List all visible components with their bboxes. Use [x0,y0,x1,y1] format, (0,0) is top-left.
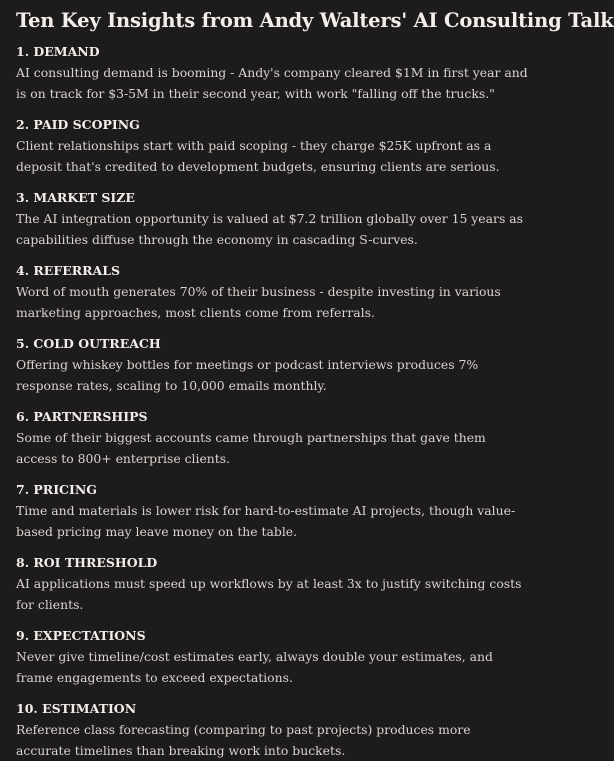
insight-heading: 2. PAID SCOPING [16,117,140,132]
insight-heading: 7. PRICING [16,482,97,497]
insight-item-referrals [16,262,529,323]
insight-heading: 4. REFERRALS [16,263,121,278]
insight-item-pricing [16,481,529,542]
insight-item-cold-outreach [16,335,529,396]
insight-text: The AI integration opportunity is valued at $7.2 trillion globally over 15 years as capabilities diffuse through the economy in cascading S-curves. [16,211,523,247]
insight-text: Reference class forecasting (comparing to past projects) produces more accurate timelines than breaking work into buckets. [16,722,471,758]
insight-item-expectations [16,627,529,688]
insight-text: Never give timeline/cost estimates early, always double your estimates, and frame engagements to exceed expectations. [16,649,493,685]
insight-item-partnerships [16,408,529,469]
insight-heading: 9. EXPECTATIONS [16,628,146,643]
insight-item-market-size [16,189,529,250]
insight-heading: 10. ESTIMATION [16,701,137,716]
insight-heading: 3. MARKET SIZE [16,190,135,205]
insight-text: Client relationships start with paid scoping - they charge $25K upfront as a deposit that's credited to development budgets, ensuring clients are serious. [16,138,500,174]
insight-item-demand [16,43,529,104]
insight-heading: 6. PARTNERSHIPS [16,409,148,424]
insight-heading: 5. COLD OUTREACH [16,336,161,351]
insight-item-estimation [16,700,529,761]
insight-text: Word of mouth generates 70% of their business - despite investing in various marketing approaches, most clients come from referrals. [16,284,501,320]
insight-text: Some of their biggest accounts came through partnerships that gave them access to 800+ enterprise clients. [16,430,486,466]
insight-text: Offering whiskey bottles for meetings or podcast interviews produces 7% response rates, scaling to 10,000 emails monthly. [16,357,479,393]
insight-heading: 1. DEMAND [16,44,100,59]
insight-text: AI applications must speed up workflows by at least 3x to justify switching costs for clients. [16,576,522,612]
page-title: Ten Key Insights from Andy Walters' AI Consulting Talk [16,9,614,32]
insight-text: AI consulting demand is booming - Andy's company cleared $1M in first year and is on track for $3-5M in their second year, with work "falling off the trucks." [16,65,528,101]
insight-heading: 8. ROI THRESHOLD [16,555,158,570]
insight-text: Time and materials is lower risk for hard-to-estimate AI projects, though value-based pricing may leave money on the table. [16,503,516,539]
insight-item-roi-threshold [16,554,529,615]
insight-item-paid-scoping [16,116,529,177]
